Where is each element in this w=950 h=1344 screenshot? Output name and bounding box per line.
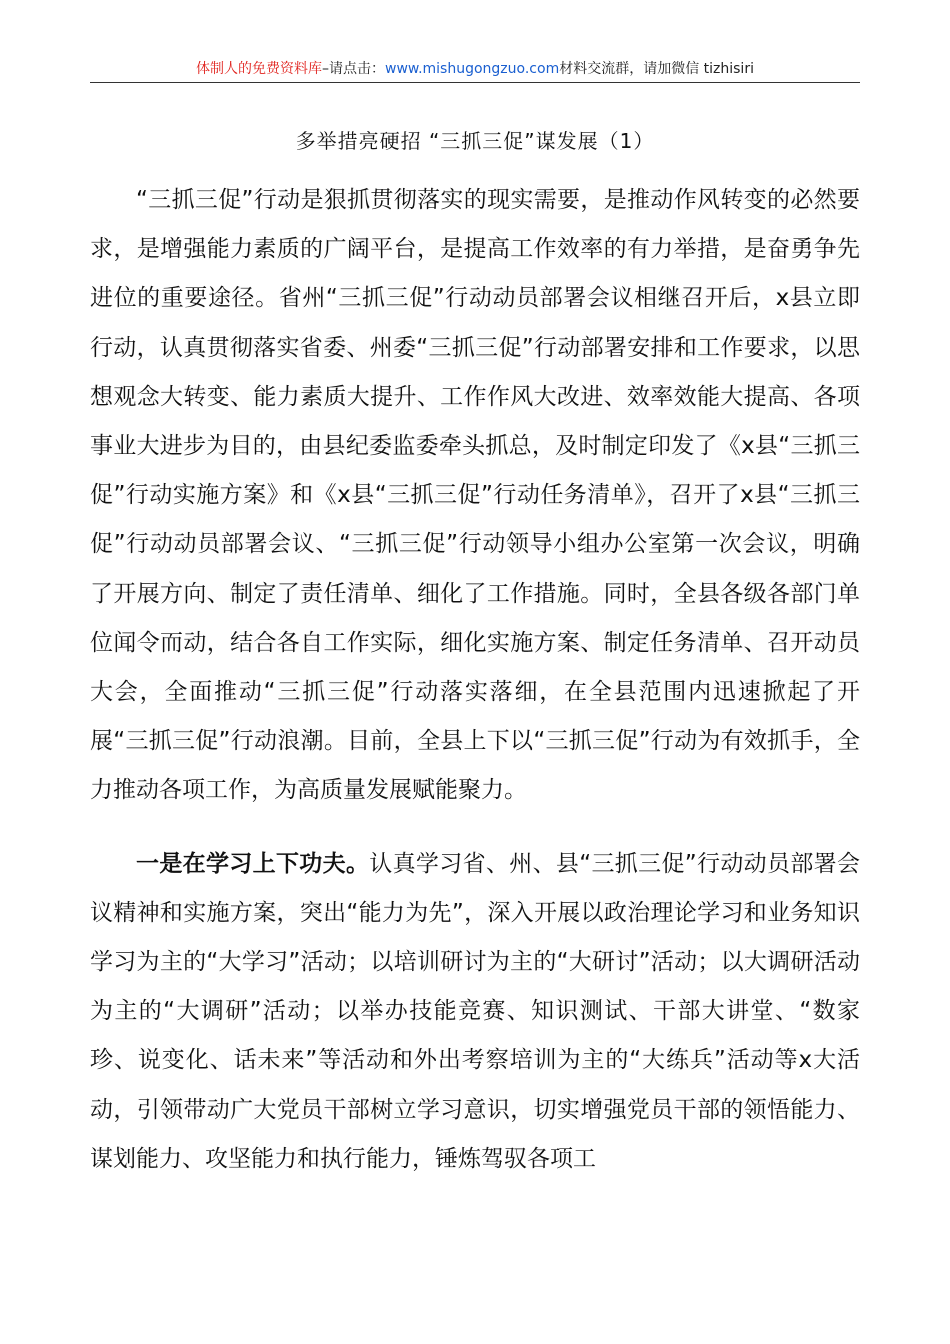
header-tail: 材料交流群，请加微信 tizhisiri bbox=[559, 61, 754, 77]
header-prompt: –请点击： bbox=[322, 61, 386, 77]
page-header bbox=[90, 58, 860, 83]
document-title: 多举措亮硬招 “三抓三促”谋发展（1） bbox=[295, 129, 655, 153]
paragraph-intro: “三抓三促”行动是狠抓贯彻落实的现实需要，是推动作风转变的必然要求，是增强能力素质的广阔平台，是提高工作效率的有力举措，是奋勇争先进位的重要途径。省州“三抓三促”行动动员部署会议相继召开后，x县立即行动，认真贯彻落实省委、州委“三抓三促”行动部署安排和工作要求，以思想观念大转变、能力素质大提升、工作作风大改进、效率效能大提高、各项事业大进步为目的，由县纪委监委牵头抓总，及时制定印发了《x县“三抓三促”行动实施方案》和《x县“三抓三促”行动任务清单》，召开了x县“三抓三促”行动动员部署会议、“三抓三促”行动领导小组办公室第一次会议，明确了开展方向、制定了责任清单、细化了工作措施。同时，全县各级各部门单位闻令而动，结合各自工作实际，细化实施方案、制定任务清单、召开动员大会，全面推动“三抓三促”行动落实落细，在全县范围内迅速掀起了开展“三抓三促”行动浪潮。目前，全县上下以“三抓三促”行动为有效抓手，全力推动各项工作，为高质量发展赋能聚力。 bbox=[90, 187, 860, 804]
paragraph-learning bbox=[90, 840, 860, 1184]
header-link[interactable]: www.mishugongzuo.com bbox=[385, 61, 560, 77]
header-brand: 体制人的免费资料库 bbox=[196, 61, 323, 77]
paragraph-body: 认真学习省、州、县“三抓三促”行动动员部署会议精神和实施方案，突出“能力为先”，深入开展以政治理论学习和业务知识学习为主的“大学习”活动；以培训研讨为主的“大研讨”活动；以大调研活动为主的“大调研”活动；以举办技能竞赛、知识测试、干部大讲堂、“数家珍、说变化、话未来”等活动和外出考察培训为主的“大练兵”活动等x大活动，引领带动广大党员干部树立学习意识，切实增强党员干部的领悟能力、谋划能力、攻坚能力和执行能力，锤炼驾驭各项工 bbox=[90, 850, 860, 1172]
document-body bbox=[90, 176, 860, 1184]
paragraph-lead: 一是在学习上下功夫。 bbox=[136, 850, 370, 877]
